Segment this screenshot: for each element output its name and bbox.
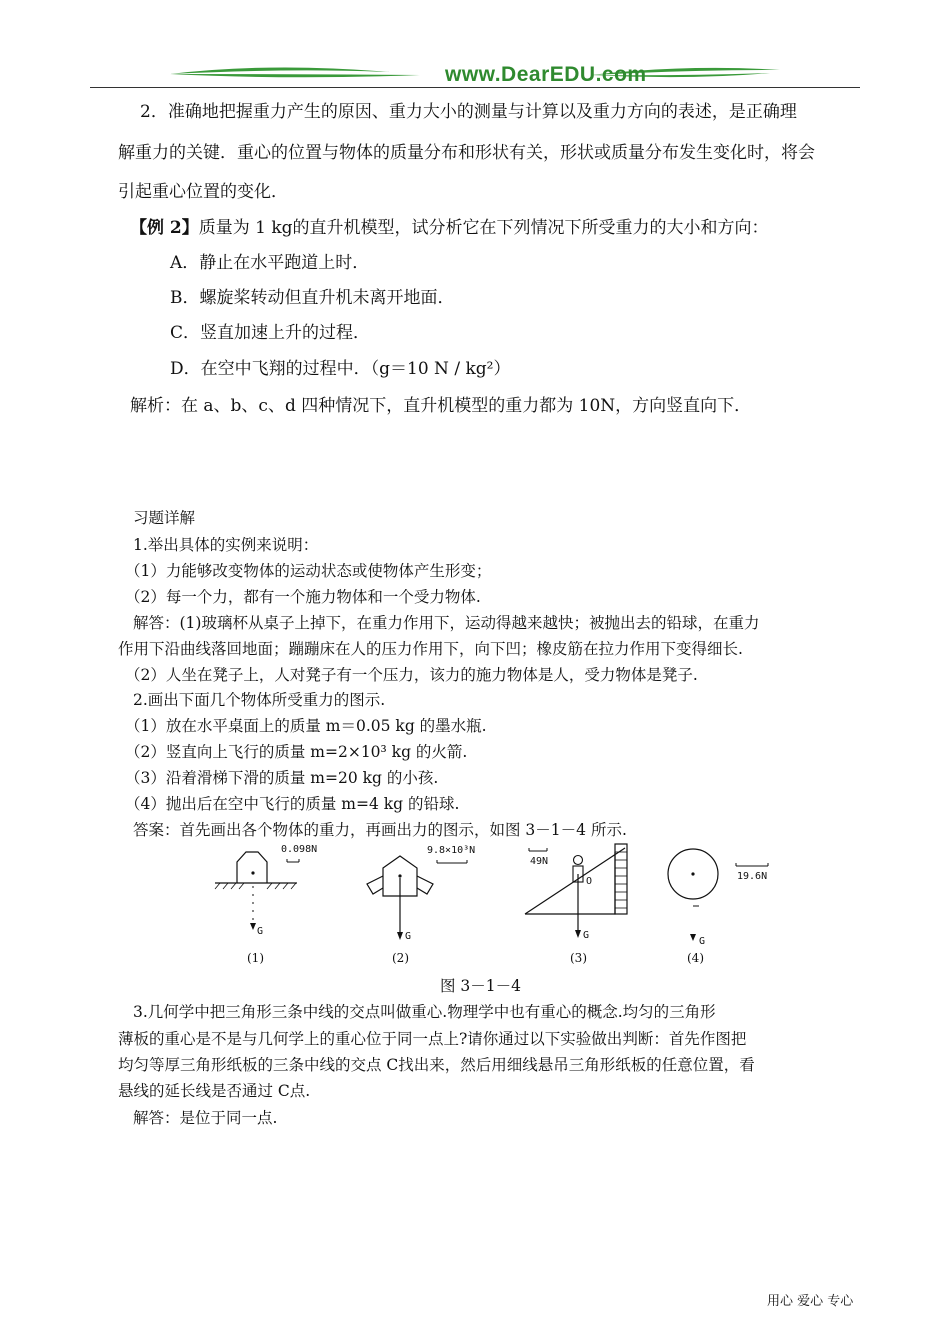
q2: 2.画出下面几个物体所受重力的图示. xyxy=(133,691,386,709)
fig1-ink-bottle xyxy=(215,844,317,937)
fig3-scale-label: 49N xyxy=(530,856,549,867)
q3-line3: 均匀等厚三角形纸板的三条中线的交点 C找出来，然后用细线悬吊三角形纸板的任意位置，看 xyxy=(118,1056,755,1074)
fig3-g-label: G xyxy=(583,930,590,941)
page-footer: 用心 爱心 专心 xyxy=(767,1294,854,1309)
q2-item4: （4）抛出后在空中飞行的质量 m=4 kg 的铅球. xyxy=(125,795,460,813)
exercises-heading: 习题详解 xyxy=(133,509,196,527)
fig4-scale-label: 19.6N xyxy=(737,871,768,882)
fig1-g-label: G xyxy=(257,926,264,937)
example2-option-c: C．竖直加速上升的过程． xyxy=(170,323,371,343)
q3-line1: 3.几何学中把三角形三条中线的交点叫做重心.物理学中也有重心的概念.均匀的三角形 xyxy=(133,1003,716,1021)
q2-item2: （2）竖直向上飞行的质量 m=2×10³ kg 的火箭. xyxy=(125,743,468,761)
a1-line2: 作用下沿曲线落回地面；蹦蹦床在人的压力作用下，向下凹；橡皮筋在拉力作用下变得细长. xyxy=(118,640,743,658)
example2-title xyxy=(130,218,769,238)
q1: 1.举出具体的实例来说明： xyxy=(133,536,319,554)
q2-item3: （3）沿着滑梯下滑的质量 m=20 kg 的小孩. xyxy=(125,769,439,787)
example2-label: 【例 2】 xyxy=(130,218,199,238)
example2-text: 质量为 1 kg的直升机模型，试分析它在下列情况下所受重力的大小和方向： xyxy=(198,218,769,238)
q1-item1: （1）力能够改变物体的运动状态或使物体产生形变； xyxy=(125,562,492,580)
a1-line3: （2）人坐在凳子上，人对凳子有一个压力，该力的施力物体是人，受力物体是凳子. xyxy=(125,666,698,684)
fig4-caption: (4) xyxy=(687,951,704,965)
q1-item2: （2）每一个力，都有一个施力物体和一个受力物体. xyxy=(125,588,481,606)
a2: 答案：首先画出各个物体的重力，再画出力的图示，如图 3－1－4 所示. xyxy=(133,821,627,839)
example2-option-a: A．静止在水平跑道上时． xyxy=(170,253,370,273)
fig2-scale-label: 9.8×10³N xyxy=(427,845,476,856)
q3-line2: 薄板的重心是不是与几何学上的重心位于同一点上?请你通过以下实验做出判断：首先作图把 xyxy=(118,1030,747,1048)
fig3-caption: (3) xyxy=(570,951,587,965)
figure-title: 图 3－1－4 xyxy=(440,977,522,995)
q2-item1: （1）放在水平桌面上的质量 m＝0.05 kg 的墨水瓶. xyxy=(125,717,487,735)
q3-line4: 悬线的延长线是否通过 C点. xyxy=(118,1082,311,1100)
para2-line3: 引起重心位置的变化． xyxy=(118,182,288,202)
example2-option-b: B．螺旋桨转动但直升机未离开地面． xyxy=(170,288,455,308)
fig4-g-label: G xyxy=(699,936,706,947)
fig3-point-label: O xyxy=(586,876,593,887)
page-header xyxy=(90,60,860,90)
example2-analysis: 解析：在 a、b、c、d 四种情况下，直升机模型的重力都为 10N，方向竖直向下． xyxy=(130,396,752,416)
site-logo[interactable]: www.DearEDU.com xyxy=(445,63,647,86)
fig2-g-label: G xyxy=(405,931,412,942)
fig2-rocket xyxy=(367,845,475,942)
fig1-scale-label: 0.098N xyxy=(281,844,318,855)
para2-line1: 2．准确地把握重力产生的原因、重力大小的测量与计算以及重力方向的表述，是正确理 xyxy=(140,102,797,122)
figure-drawings xyxy=(215,838,775,968)
fig4-shot-put xyxy=(668,849,768,947)
fig1-caption: (1) xyxy=(247,951,264,965)
fig2-caption: (2) xyxy=(392,951,409,965)
header-rule xyxy=(90,87,860,88)
example2-option-d: D．在空中飞翔的过程中．（g＝10 N / kg²） xyxy=(170,359,511,379)
a3: 解答：是位于同一点. xyxy=(133,1109,278,1127)
fig3-slide xyxy=(525,844,627,941)
para2-line2: 解重力的关键．重心的位置与物体的质量分布和形状有关，形状或质量分布发生变化时，将会 xyxy=(118,143,815,163)
figure-3-1-4 xyxy=(215,838,775,968)
a1-line1: 解答：(1)玻璃杯从桌子上掉下，在重力作用下，运动得越来越快；被抛出去的铅球，在重力 xyxy=(133,614,760,632)
